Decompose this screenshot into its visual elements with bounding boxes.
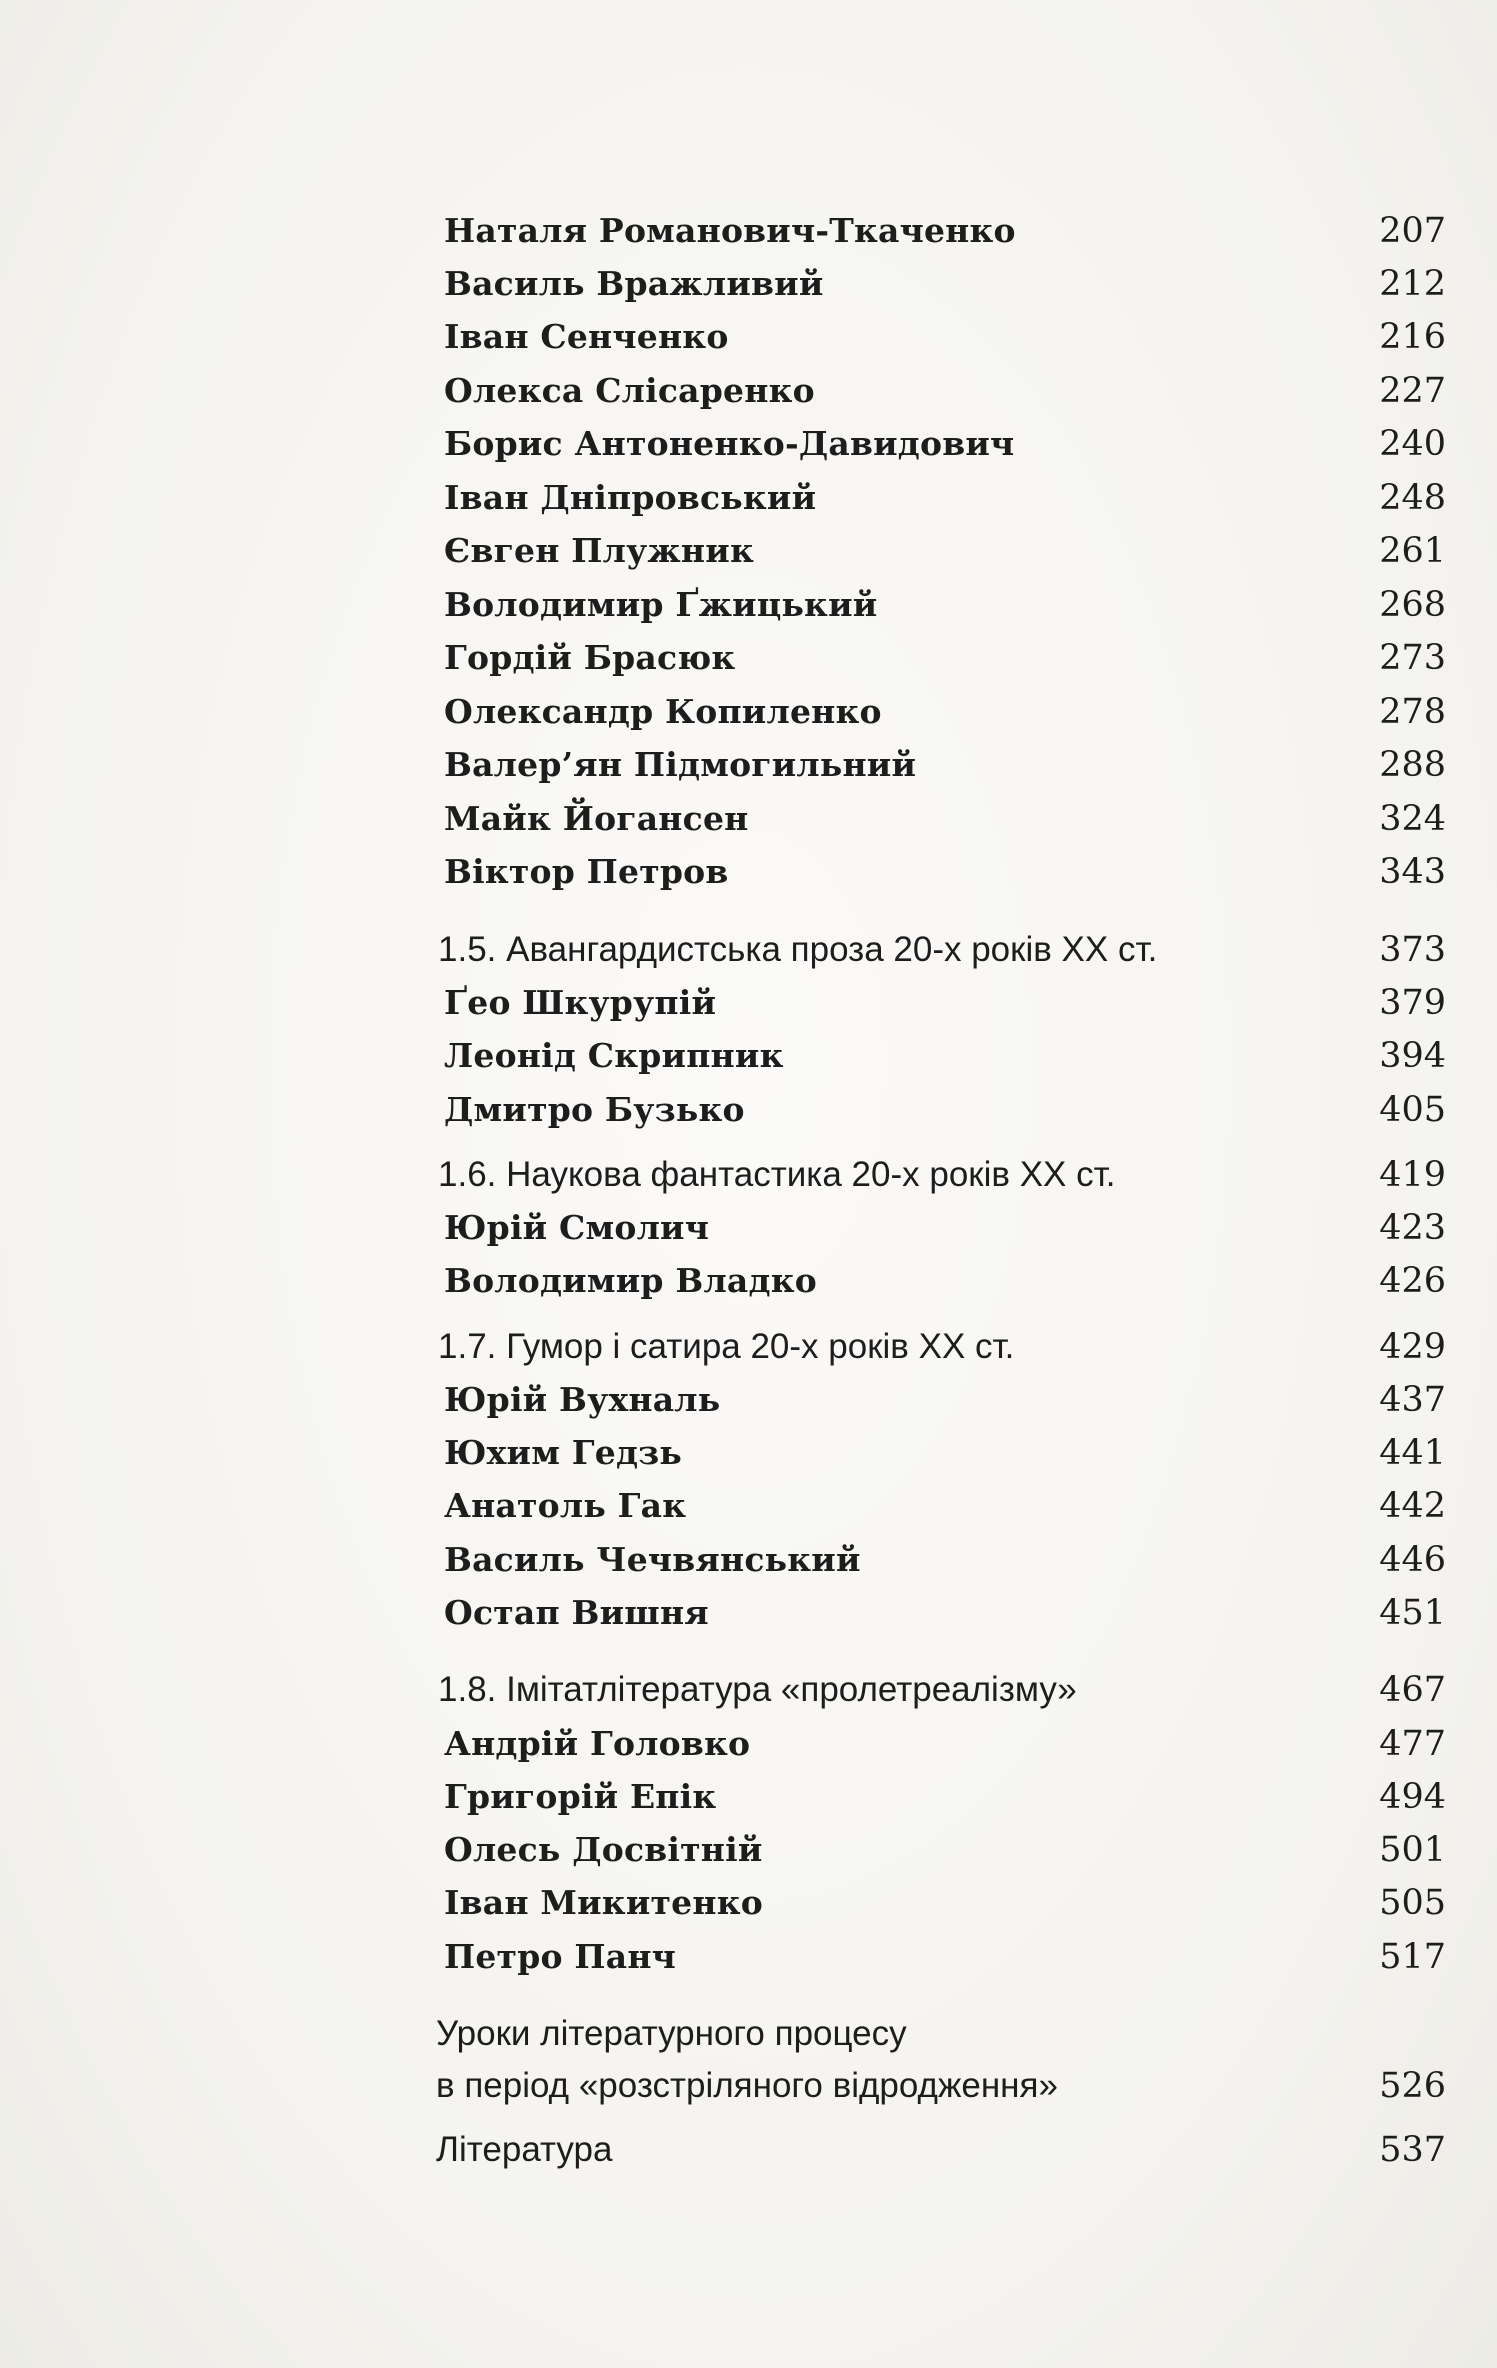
toc-entry [436, 311, 1446, 363]
toc-entry [436, 579, 1446, 631]
toc-entry [436, 205, 1446, 257]
toc-entry [436, 686, 1446, 738]
toc-entry-page: 517 [1379, 1937, 1446, 1977]
toc-entry [436, 365, 1446, 417]
toc-section-title-line2: в період «розстріляного відродження» [436, 2066, 1058, 2105]
toc-entry-title: Євген Плужник [444, 531, 754, 570]
toc-entry [436, 977, 1446, 1029]
toc-entry [436, 1480, 1446, 1532]
toc-section-title: 1.5. Авангардистська проза 20-х років XX ст. [438, 930, 1158, 969]
toc-entry-title: Валер’ян Підмогильний [444, 745, 917, 784]
toc-entry [436, 472, 1446, 524]
toc-entry-title: Андрій Головко [444, 1724, 751, 1763]
toc-entry [436, 525, 1446, 577]
toc-entry-title: Юрій Смолич [444, 1208, 710, 1247]
toc-entry-title: Іван Сенченко [444, 317, 729, 356]
toc-entry-page: 394 [1379, 1036, 1446, 1076]
toc-section [436, 1664, 1446, 1716]
toc-entry-page: 441 [1379, 1433, 1446, 1473]
toc-entry [436, 1931, 1446, 1983]
toc-entry-title: Василь Вражливий [444, 264, 824, 303]
toc-entry-page: 261 [1379, 531, 1446, 571]
toc-entry [436, 1084, 1446, 1136]
toc-entry-page: 207 [1379, 211, 1446, 251]
toc-entry [436, 1427, 1446, 1479]
toc-entry [436, 1030, 1446, 1082]
toc-entry [436, 1877, 1446, 1929]
toc-entry [436, 1771, 1446, 1823]
toc-entry-title: Іван Микитенко [444, 1883, 763, 1922]
toc-entry [436, 1718, 1446, 1770]
toc-section [436, 1149, 1446, 1201]
toc-entry-page: 248 [1379, 478, 1446, 518]
toc-entry [436, 1202, 1446, 1254]
toc-section-title-line1: Уроки літературного процесу [436, 2014, 907, 2053]
toc-entry-page: 288 [1379, 745, 1446, 785]
toc-entry-page: 526 [1379, 2066, 1446, 2106]
toc-entry-title: Олесь Досвітній [444, 1830, 763, 1869]
toc-entry-page: 227 [1379, 371, 1446, 411]
toc-entry-title: Борис Антоненко-Давидович [444, 424, 1015, 463]
toc-entry [436, 739, 1446, 791]
toc-entry-page: 505 [1379, 1883, 1446, 1923]
toc-section [436, 924, 1446, 976]
toc-entry-title: Петро Панч [444, 1937, 677, 1976]
toc-entry-page: 446 [1379, 1540, 1446, 1580]
toc-entry-title: Василь Чечвянський [444, 1540, 861, 1579]
toc-entry-title: Іван Дніпровський [444, 478, 817, 517]
toc-entry [436, 846, 1446, 898]
toc-entry-page: 537 [1379, 2130, 1446, 2170]
toc-entry-page: 405 [1379, 1090, 1446, 1130]
toc-entry-page: 451 [1379, 1593, 1446, 1633]
toc-entry-title: Дмитро Бузько [444, 1090, 745, 1129]
toc-section [436, 1321, 1446, 1373]
toc-entry [436, 418, 1446, 470]
toc-entry [436, 1534, 1446, 1586]
toc-entry-title: Гордій Брасюк [444, 638, 736, 677]
toc-entry [436, 258, 1446, 310]
toc-entry-title: Наталя Романович-Ткаченко [444, 211, 1016, 250]
toc-section-title: 1.8. Імітатлітература «пролетреалізму» [438, 1670, 1077, 1709]
toc-entry-page: 494 [1379, 1777, 1446, 1817]
toc-entry-page: 273 [1379, 638, 1446, 678]
toc-entry-title: Леонід Скрипник [444, 1036, 784, 1075]
toc-entry-title: Олекса Слісаренко [444, 371, 815, 410]
toc-entry-page: 419 [1379, 1155, 1446, 1195]
toc-entry-page: 442 [1379, 1486, 1446, 1526]
toc-entry-page: 373 [1379, 930, 1446, 970]
toc-entry-title: Володимир Владко [444, 1261, 817, 1300]
toc-entry-page: 379 [1379, 983, 1446, 1023]
toc-entry [436, 1374, 1446, 1426]
toc-entry-page: 212 [1379, 264, 1446, 304]
toc-entry-title: Віктор Петров [444, 852, 729, 891]
toc-entry-page: 467 [1379, 1670, 1446, 1710]
toc-entry-title: Ґео Шкурупій [444, 983, 717, 1022]
toc-section-title: 1.6. Наукова фантастика 20-х років XX ст. [438, 1155, 1116, 1194]
toc-entry-page: 423 [1379, 1208, 1446, 1248]
toc-entry-page: 324 [1379, 799, 1446, 839]
toc-entry [436, 1255, 1446, 1307]
toc-entry-page: 426 [1379, 1261, 1446, 1301]
toc-section-title: 1.7. Гумор і сатира 20-х років XX ст. [438, 1327, 1015, 1366]
toc-entry-page: 240 [1379, 424, 1446, 464]
toc-entry-page: 477 [1379, 1724, 1446, 1764]
toc-entry [436, 1824, 1446, 1876]
toc-entry-page: 268 [1379, 585, 1446, 625]
toc-entry-title: Остап Вишня [444, 1593, 709, 1632]
toc-entry-title: Юрій Вухналь [444, 1380, 721, 1419]
toc-entry-page: 437 [1379, 1380, 1446, 1420]
toc-entry [436, 1587, 1446, 1639]
toc-entry-title: Майк Йогансен [444, 799, 749, 838]
toc-entry [436, 632, 1446, 684]
toc-entry-page: 278 [1379, 692, 1446, 732]
toc-entry-page: 429 [1379, 1327, 1446, 1367]
toc-section [436, 2124, 1446, 2176]
toc-section-title: Література [436, 2130, 613, 2169]
toc-entry-page: 343 [1379, 852, 1446, 892]
toc-entry-title: Анатоль Гак [444, 1486, 687, 1525]
toc-entry-title: Юхим Гедзь [444, 1433, 683, 1472]
toc-entry-title: Григорій Епік [444, 1777, 717, 1816]
toc-entry-title: Володимир Ґжицький [444, 585, 878, 624]
toc-entry-title: Олександр Копиленко [444, 692, 882, 731]
toc-section [436, 2008, 1446, 2112]
toc-entry-page: 216 [1379, 317, 1446, 357]
toc-entry [436, 793, 1446, 845]
toc-entry-page: 501 [1379, 1830, 1446, 1870]
